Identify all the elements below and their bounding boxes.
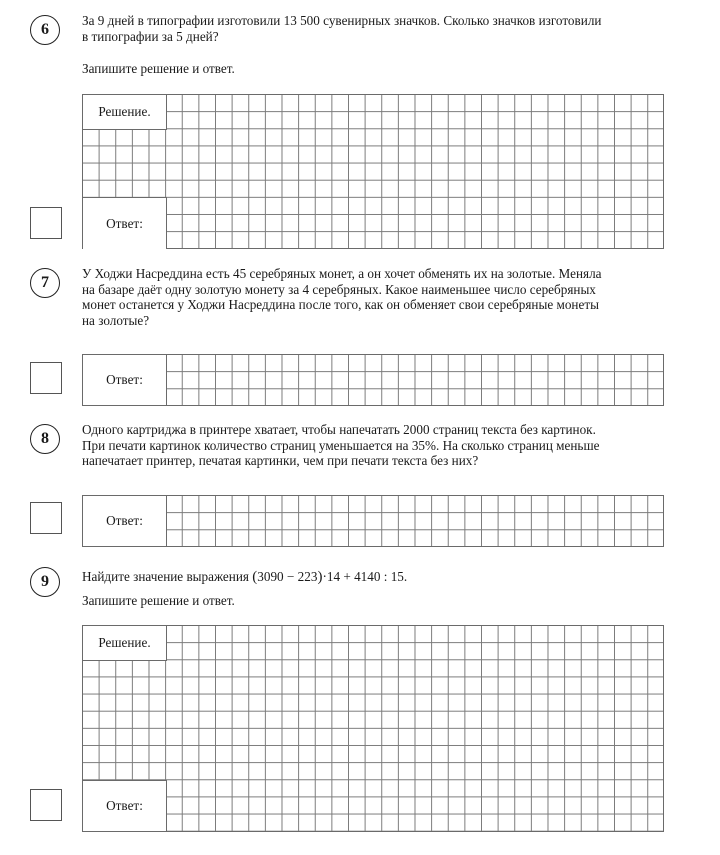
problem-text <box>82 569 407 586</box>
problem-text <box>82 266 666 328</box>
problem-number-badge <box>30 567 60 597</box>
answer-label: Ответ: <box>106 372 143 387</box>
problem-number-badge <box>30 15 60 45</box>
problem-text <box>82 422 666 469</box>
problem-text-line: За 9 дней в типографии изготовили 13 500 сувенирных значков. Сколько значков изготовили <box>82 13 602 28</box>
solution-grid[interactable] <box>82 94 664 249</box>
solution-grid[interactable] <box>82 625 664 832</box>
problem-text-line: на базаре даёт одну золотую монету за 4 серебряных. Какое наименьшее число серебряных <box>82 281 596 297</box>
answer-label: Ответ: <box>106 798 143 813</box>
problem-text-prefix: Найдите значение выражения <box>82 569 249 584</box>
problem-number: 7 <box>41 274 49 291</box>
problem-text-line: напечатает принтер, печатая картинки, чем при печати текста без них? <box>82 453 479 468</box>
solution-label: Решение. <box>98 635 151 650</box>
score-box[interactable] <box>30 789 62 821</box>
math-expression <box>252 569 407 584</box>
problem-number: 8 <box>41 430 49 447</box>
problem-text-line: монет останется у Ходжи Насреддина после того, как он обменяет свои серебряные монеты <box>82 297 599 312</box>
answer-label-block <box>83 355 167 405</box>
solution-label-block <box>83 95 167 130</box>
instruction-text: Запишите решение и ответ. <box>82 61 235 76</box>
answer-grid[interactable] <box>82 354 664 406</box>
paren-open: ( <box>252 569 258 585</box>
problem-text-line: При печати картинок количество страниц уменьшается на 35%. На сколько страниц меньше <box>82 437 600 453</box>
answer-label: Ответ: <box>106 215 143 231</box>
problem-text-line: Одного картриджа в принтере хватает, чтобы напечатать 2000 страниц текста без картинок. <box>82 422 596 437</box>
problem-number: 9 <box>41 573 49 590</box>
answer-label-block <box>83 197 167 249</box>
expression-inner: 3090 − 223 <box>257 569 318 584</box>
problem-number-badge <box>30 424 60 454</box>
score-box[interactable] <box>30 362 62 394</box>
solution-label: Решение. <box>98 104 151 119</box>
paren-close: ) <box>317 569 323 585</box>
problem-text-line: в типографии за 5 дней? <box>82 28 219 44</box>
problem-text <box>82 13 666 44</box>
instruction-text: Запишите решение и ответ. <box>82 593 235 608</box>
problem-text-line: У Ходжи Насреддина есть 45 серебряных монет, а он хочет обменять их на золотые. Меняла <box>82 266 602 281</box>
answer-label: Ответ: <box>106 513 143 528</box>
problem-number: 6 <box>41 21 49 38</box>
problem-text-line: на золотые? <box>82 312 150 328</box>
answer-label-block <box>83 496 167 546</box>
score-box[interactable] <box>30 207 62 239</box>
answer-grid[interactable] <box>82 495 664 547</box>
problem-number-badge <box>30 268 60 298</box>
score-box[interactable] <box>30 502 62 534</box>
answer-label-block <box>83 780 167 831</box>
expression-rest: ·14 + 4140 : 15. <box>322 569 408 584</box>
solution-label-block <box>83 626 167 661</box>
